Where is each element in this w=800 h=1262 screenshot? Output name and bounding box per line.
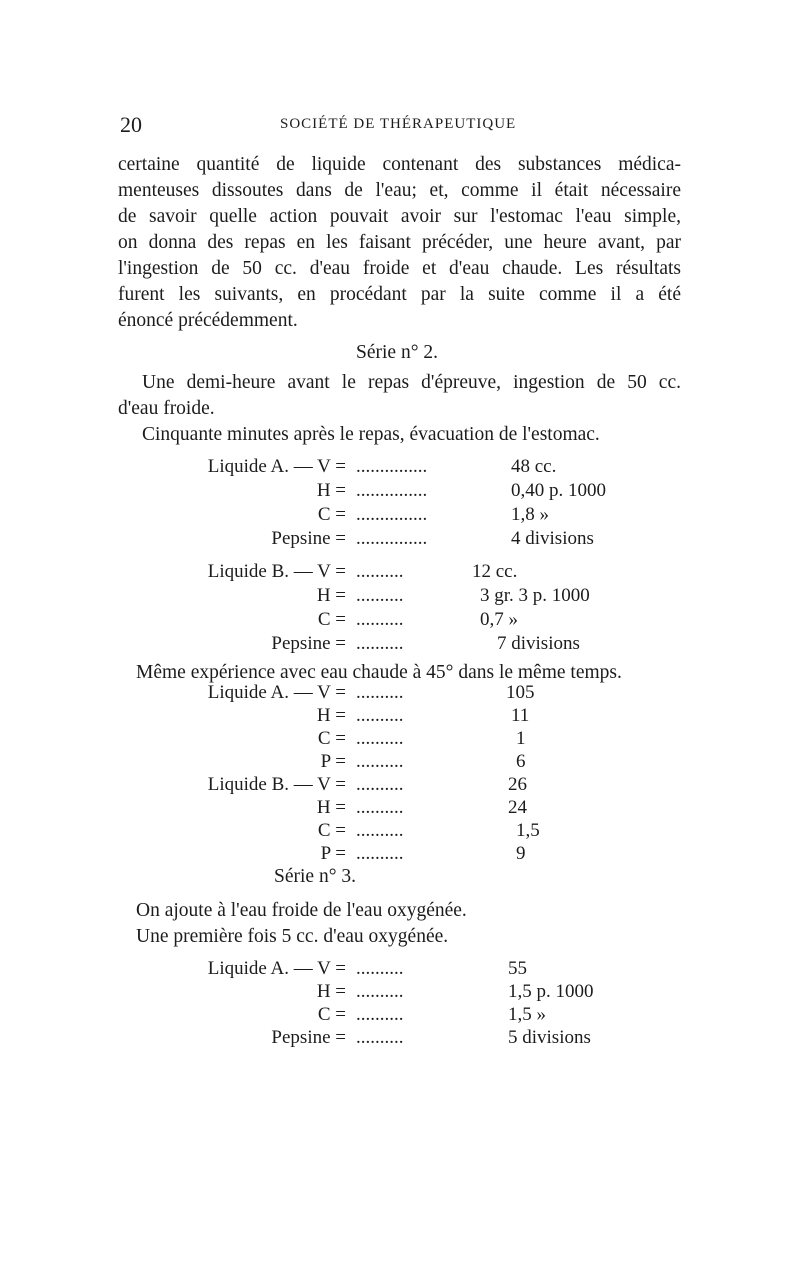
row-value: 0,7 » — [480, 609, 518, 630]
table-row — [0, 774, 800, 798]
row-label: Liquide B. — V = — [207, 774, 346, 795]
hot-water-note: Même expérience avec eau chaude à 45° dans le même temps. — [136, 662, 622, 683]
text-line: on donna des repas en les faisant précéder, une heure avant, par — [118, 232, 681, 253]
row-label: Pepsine = — [271, 633, 346, 654]
serie-2-note: Cinquante minutes après le repas, évacuation de l'estomac. — [142, 424, 600, 445]
serie-2-title: Série n° 2. — [356, 342, 438, 363]
table-row — [0, 728, 800, 752]
table-row — [0, 456, 800, 480]
table-row — [0, 561, 800, 585]
row-value: 1,8 » — [511, 504, 549, 525]
row-value: 11 — [511, 705, 530, 726]
table-row — [0, 797, 800, 821]
row-value: 9 — [516, 843, 526, 864]
row-label: Pepsine = — [271, 1027, 346, 1048]
row-value: 1,5 — [516, 820, 540, 841]
table-row — [0, 820, 800, 844]
row-label: Liquide A. — V = — [207, 958, 346, 979]
table-row — [0, 504, 800, 528]
row-value: 6 — [516, 751, 526, 772]
leader-dots: ............... — [356, 528, 428, 549]
table-row — [0, 633, 800, 657]
text-line: Une demi-heure avant le repas d'épreuve, ingestion de 50 cc. — [142, 372, 681, 393]
row-label: H = — [316, 981, 346, 1002]
row-value: 5 divisions — [508, 1027, 591, 1048]
leader-dots: .......... — [356, 1004, 404, 1025]
leader-dots: .......... — [356, 585, 404, 606]
table-row — [0, 480, 800, 504]
leader-dots: .......... — [356, 633, 404, 654]
row-label: C = — [317, 504, 346, 525]
leader-dots: .......... — [356, 609, 404, 630]
leader-dots: .......... — [356, 774, 404, 795]
row-value: 7 divisions — [497, 633, 580, 654]
row-label: Liquide A. — V = — [207, 682, 346, 703]
row-value: 24 — [508, 797, 527, 818]
leader-dots: .......... — [356, 820, 404, 841]
row-value: 105 — [506, 682, 535, 703]
row-value: 48 cc. — [511, 456, 557, 477]
row-label: H = — [316, 585, 346, 606]
table-row — [0, 843, 800, 867]
intro-paragraph — [118, 152, 681, 334]
leader-dots: .......... — [356, 958, 404, 979]
row-label: P = — [320, 843, 346, 864]
leader-dots: ............... — [356, 504, 428, 525]
row-value: 1 — [516, 728, 526, 749]
row-label: Liquide A. — V = — [207, 456, 346, 477]
table-row — [0, 528, 800, 552]
table-row — [0, 682, 800, 706]
table-row — [0, 958, 800, 982]
leader-dots: .......... — [356, 705, 404, 726]
row-value: 4 divisions — [511, 528, 594, 549]
row-value: 1,5 p. 1000 — [508, 981, 594, 1002]
leader-dots: .......... — [356, 1027, 404, 1048]
text-line: l'ingestion de 50 cc. d'eau froide et d'eau chaude. Les résultats — [118, 258, 681, 279]
row-value: 26 — [508, 774, 527, 795]
table-row — [0, 705, 800, 729]
row-label: P = — [320, 751, 346, 772]
serie-3-line-2: Une première fois 5 cc. d'eau oxygénée. — [136, 926, 449, 947]
leader-dots: ............... — [356, 456, 428, 477]
serie-2-description — [118, 370, 681, 422]
row-label: H = — [316, 480, 346, 501]
text-line: de savoir quelle action pouvait avoir sur l'estomac l'eau simple, — [118, 206, 681, 227]
table-row — [0, 1004, 800, 1028]
row-label: C = — [317, 609, 346, 630]
leader-dots: .......... — [356, 843, 404, 864]
row-label: H = — [316, 797, 346, 818]
row-value: 55 — [508, 958, 527, 979]
table-row — [0, 751, 800, 775]
row-label: Liquide B. — V = — [207, 561, 346, 582]
row-label: C = — [317, 728, 346, 749]
row-label: H = — [316, 705, 346, 726]
leader-dots: .......... — [356, 981, 404, 1002]
page-number: 20 — [120, 112, 142, 137]
row-value: 3 gr. 3 p. 1000 — [480, 585, 590, 606]
row-label: C = — [317, 1004, 346, 1025]
row-value: 12 cc. — [472, 561, 518, 582]
page-header — [120, 112, 680, 142]
row-label: C = — [317, 820, 346, 841]
text-line: d'eau froide. — [118, 398, 215, 419]
text-line: furent les suivants, en procédant par la suite comme il a été — [118, 284, 681, 305]
row-label: Pepsine = — [271, 528, 346, 549]
table-row — [0, 981, 800, 1005]
row-value: 1,5 » — [508, 1004, 546, 1025]
leader-dots: .......... — [356, 561, 404, 582]
leader-dots: .......... — [356, 797, 404, 818]
leader-dots: .......... — [356, 682, 404, 703]
leader-dots: .......... — [356, 751, 404, 772]
leader-dots: .......... — [356, 728, 404, 749]
table-row — [0, 585, 800, 609]
table-row — [0, 609, 800, 633]
serie-3-line-1: On ajoute à l'eau froide de l'eau oxygénée. — [136, 900, 467, 921]
text-line: menteuses dissoutes dans de l'eau; et, comme il était nécessaire — [118, 180, 681, 201]
leader-dots: ............... — [356, 480, 428, 501]
row-value: 0,40 p. 1000 — [511, 480, 606, 501]
text-line: certaine quantité de liquide contenant des substances médica- — [118, 154, 681, 175]
serie-3-title: Série n° 3. — [274, 866, 356, 887]
table-row — [0, 1027, 800, 1051]
running-title: SOCIÉTÉ DE THÉRAPEUTIQUE — [280, 116, 517, 132]
text-line: énoncé précédemment. — [118, 310, 298, 331]
